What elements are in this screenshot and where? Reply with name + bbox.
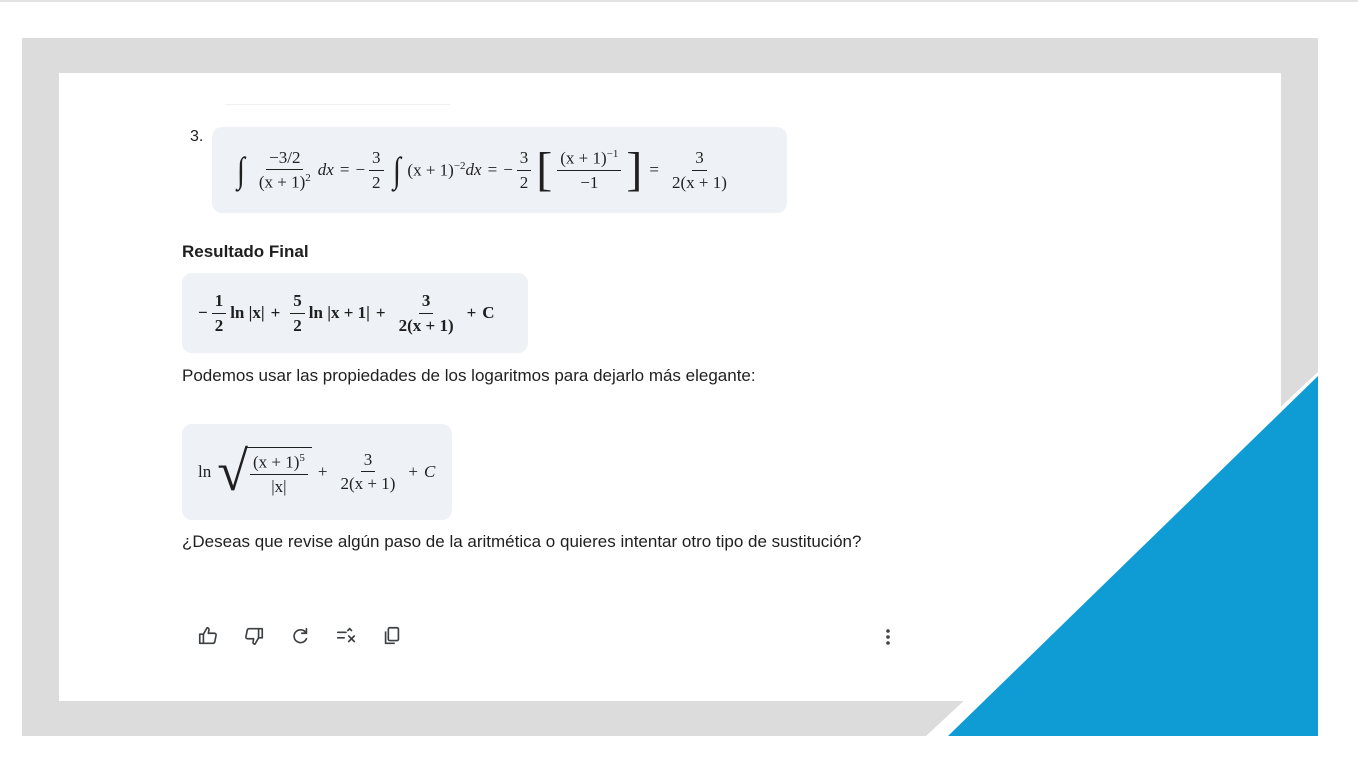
minus-sign: −: [355, 160, 366, 179]
ln-function: ln: [198, 461, 212, 481]
fraction: $\frac{3}{2(x + 1)}$: [340, 449, 396, 494]
log-term: ln |x|: [230, 303, 265, 322]
minus-sign: −: [503, 160, 513, 179]
regenerate-button[interactable]: [286, 622, 314, 650]
more-options-button[interactable]: [878, 623, 898, 651]
right-bracket-icon: ]: [626, 143, 643, 196]
denominator: $(x + 1)^2$: [258, 172, 311, 192]
integrand: $(x + 1)^{-2}$: [407, 159, 466, 180]
fraction: $\frac{5}{2}$: [290, 291, 305, 335]
numerator: −3/2: [266, 148, 303, 171]
follow-up-question: ¿Deseas que revise algún paso de la aritmética o quieres intentar otro tipo de sustitución?: [182, 532, 862, 551]
regenerate-icon: [289, 625, 311, 647]
response-actions: [194, 622, 424, 650]
copy-icon: [381, 625, 403, 647]
fraction: $\frac{3}{2(x + 1)}$: [671, 147, 727, 192]
list-number: 3.: [190, 128, 204, 145]
radical-sign-icon: √: [217, 440, 248, 503]
integration-constant: C: [482, 303, 495, 322]
final-result-equation: [182, 273, 528, 353]
left-bracket-icon: [: [536, 143, 553, 196]
modify-response-icon: [335, 625, 357, 647]
fraction: $\frac{3}{2(x + 1)}$: [398, 290, 454, 335]
log-properties-text: Podemos usar las propiedades de los logaritmos para dejarlo más elegante:: [182, 366, 756, 385]
differential: dx: [317, 160, 334, 179]
plus-sign: +: [270, 303, 281, 322]
fraction: $\frac{3}{2}$: [517, 148, 532, 192]
differential: dx: [465, 160, 482, 179]
fraction: [256, 148, 314, 193]
thumb-up-icon: [197, 625, 219, 647]
integral-sign-icon: ∫: [236, 150, 245, 190]
thumb-up-button[interactable]: [194, 622, 222, 650]
plus-sign: +: [375, 303, 386, 322]
fraction: $\frac{(x + 1)^5}{|x|}$: [250, 452, 308, 497]
integral-sign-icon: ∫: [392, 150, 401, 190]
fraction: $\frac{3}{2}$: [369, 148, 384, 192]
faint-divider: [225, 104, 450, 105]
integration-constant: C: [424, 461, 436, 481]
fraction: $\frac{1}{2}$: [212, 291, 227, 335]
step3-equation: [212, 127, 787, 213]
plus-sign: +: [317, 461, 328, 481]
equals-sign: =: [339, 160, 350, 179]
more-vert-icon: [885, 627, 891, 647]
minus-sign: −: [198, 303, 208, 322]
plus-sign: +: [466, 303, 477, 322]
copy-button[interactable]: [378, 622, 406, 650]
fraction: $\frac{(x + 1)^{-1}}{-1}$: [557, 148, 621, 193]
thumb-down-button[interactable]: [240, 622, 268, 650]
modify-response-button[interactable]: [332, 622, 360, 650]
plus-sign: +: [408, 461, 418, 481]
equals-sign: =: [649, 160, 659, 179]
equals-sign: =: [487, 160, 498, 179]
elegant-equation: [182, 424, 452, 520]
thumb-down-icon: [243, 625, 265, 647]
log-term: ln |x + 1|: [308, 303, 370, 322]
square-root: [217, 440, 312, 503]
final-result-heading: Resultado Final: [182, 242, 309, 261]
top-divider: [0, 0, 1358, 2]
